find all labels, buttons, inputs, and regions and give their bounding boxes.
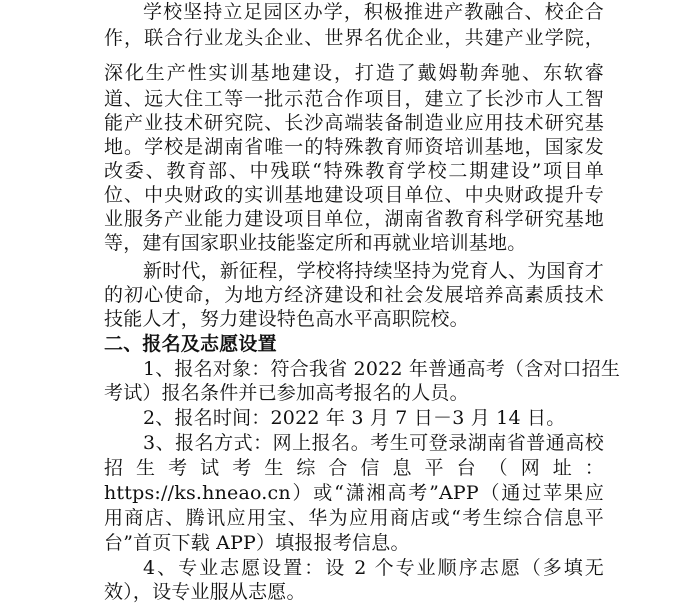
paragraph-1-line-1: 学校坚持立足园区办学，积极推进产教融合、校企合: [143, 1, 604, 23]
paragraph-1-line-7: 改委、教育部、中残联“特殊教育学校二期建设”项目单: [104, 160, 604, 182]
paragraph-1-line-9: 业服务产业能力建设项目单位，湖南省教育科学研究基地: [104, 208, 604, 230]
item-3-line-4: 用商店、腾讯应用宝、华为应用商店或“考生综合信息平: [104, 507, 604, 529]
item-1-line-1: 1、报名对象：符合我省 2022 年普通高考（含对口招生: [143, 358, 621, 380]
paragraph-1-line-8: 位、中央财政的实训基地建设项目单位、中央财政提升专: [104, 184, 604, 206]
paragraph-1-line-3: 深化生产性实训基地建设，打造了戴姆勒奔驰、东软睿: [104, 62, 604, 84]
paragraph-1-line-10: 等，建有国家职业技能鉴定所和再就业培训基地。: [104, 232, 527, 254]
paragraph-1-line-5: 能产业技术研究院、长沙高端装备制造业应用技术研究基: [104, 112, 604, 134]
section-heading: 二、报名及志愿设置: [104, 333, 277, 355]
paragraph-1-line-6: 地。学校是湖南省唯一的特殊教育师资培训基地，国家发: [104, 136, 604, 158]
item-3-line-2: 招 生 考 试 考 生 综 合 信 息 平 台 （ 网 址 ：: [104, 457, 604, 479]
item-3-line-1: 3、报名方式：网上报名。考生可登录湖南省普通高校: [143, 432, 604, 454]
item-2-line-1: 2、报名时间：2022 年 3 月 7 日－3 月 14 日。: [143, 407, 566, 429]
paragraph-1-line-4: 道、远大住工等一批示范合作项目，建立了长沙市人工智: [104, 88, 604, 110]
paragraph-2-line-2: 的初心使命，为地方经济建设和社会发展培养高素质技术: [104, 284, 604, 306]
item-4-line-1: 4、专业志愿设置：设 2 个专业顺序志愿（多填无: [143, 557, 604, 579]
paragraph-2-line-3: 技能人才，努力建设特色高水平高职院校。: [104, 308, 469, 330]
paragraph-1-line-2: 作，联合行业龙头企业、世界名优企业，共建产业学院，: [104, 27, 604, 49]
item-4-line-2: 效），设专业服从志愿。: [104, 581, 306, 603]
item-3-line-5: 台”首页下载 APP）填报报考信息。: [104, 532, 410, 554]
item-1-line-2: 考试）报名条件并已参加高考报名的人员。: [104, 382, 469, 404]
paragraph-2-line-1: 新时代，新征程，学校将持续坚持为党育人、为国育才: [143, 260, 604, 282]
item-3-line-3: https://ks.hneao.cn）或“潇湘高考”APP（通过苹果应: [104, 482, 604, 504]
